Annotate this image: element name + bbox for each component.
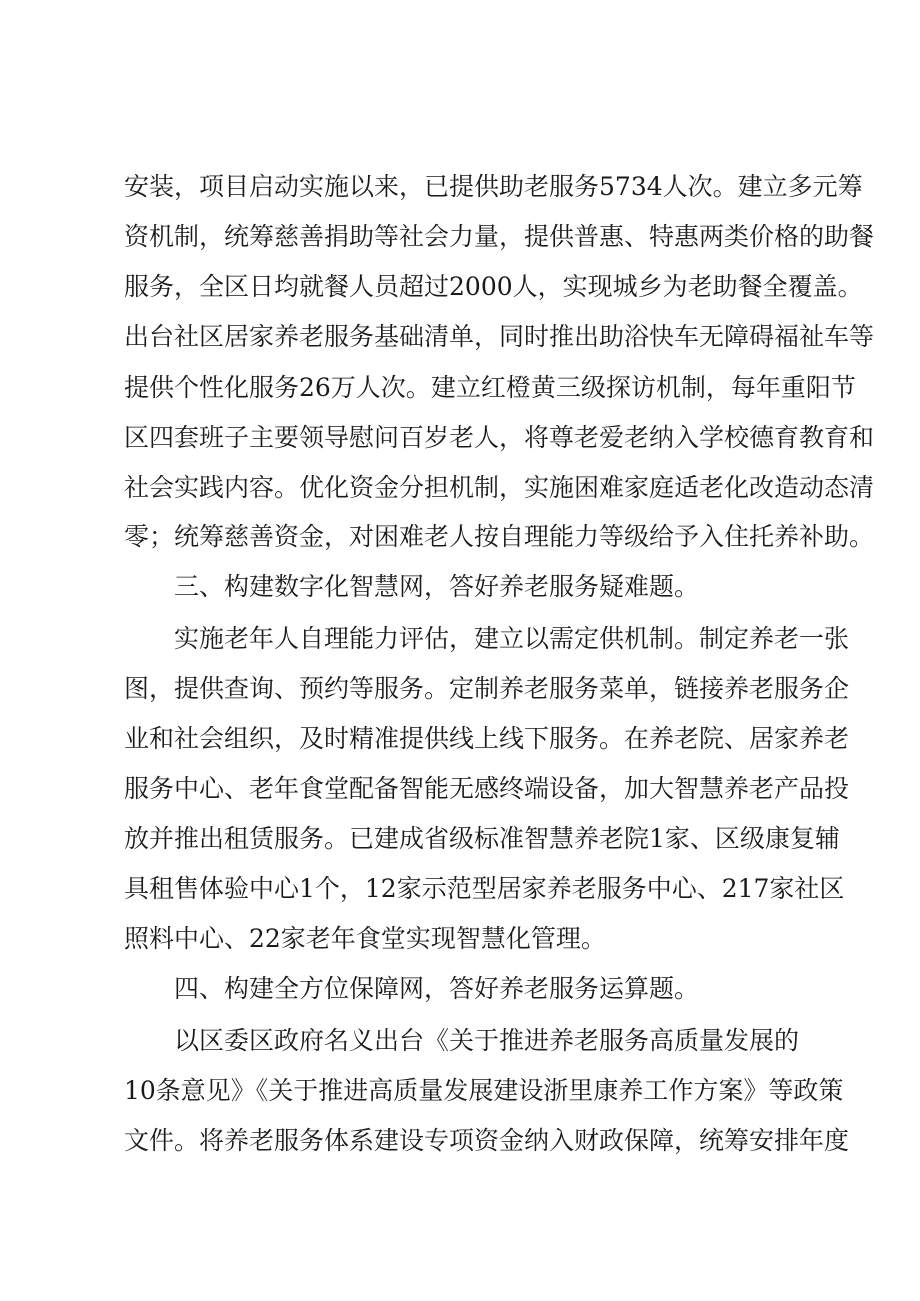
text-line: 实施老年人自理能力评估，建立以需定供机制。制定养老一张 bbox=[174, 624, 850, 653]
text-line: 业和社会组织，及时精准提供线上线下服务。在养老院、居家养老 bbox=[124, 724, 850, 753]
text-line: 服务中心、老年食堂配备智能无感终端设备，加大智慧养老产品投 bbox=[124, 774, 850, 803]
text-line: 放并推出租赁服务。已建成省级标准智慧养老院1家、区级康复辅 bbox=[124, 824, 840, 853]
text-line: 图，提供查询、预约等服务。定制养老服务菜单，链接养老服务企 bbox=[124, 674, 850, 703]
text-line: 资机制，统筹慈善捐助等社会力量，提供普惠、特惠两类价格的助餐 bbox=[124, 222, 875, 251]
text-line: 以区委区政府名义出台《关于推进养老服务高质量发展的 bbox=[174, 1026, 800, 1055]
text-line: 提供个性化服务26万人次。建立红橙黄三级探访机制，每年重阳节 bbox=[124, 373, 856, 402]
text-line: 出台社区居家养老服务基础清单，同时推出助浴快车无障碍福祉车等 bbox=[124, 322, 875, 351]
text-line: 文件。将养老服务体系建设专项资金纳入财政保障，统筹安排年度 bbox=[124, 1126, 850, 1155]
text-line: 照料中心、22家老年食堂实现智慧化管理。 bbox=[124, 924, 606, 953]
section-heading-3: 三、构建数字化智慧网，答好养老服务疑难题。 bbox=[174, 572, 700, 601]
text-line: 具租售体验中心1个，12家示范型居家养老服务中心、217家社区 bbox=[124, 874, 845, 903]
text-line: 社会实践内容。优化资金分担机制，实施困难家庭适老化改造动态清 bbox=[124, 473, 875, 502]
text-line: 安装，项目启动实施以来，已提供助老服务5734人次。建立多元筹 bbox=[124, 172, 863, 201]
text-line: 10条意见》《关于推进高质量发展建设浙里康养工作方案》等政策 bbox=[124, 1076, 844, 1105]
text-line: 零；统筹慈善资金，对困难老人按自理能力等级给予入住托养补助。 bbox=[124, 522, 875, 551]
text-line: 区四套班子主要领导慰问百岁老人，将尊老爱老纳入学校德育教育和 bbox=[124, 423, 875, 452]
text-line: 服务，全区日均就餐人员超过2000人，实现城乡为老助餐全覆盖。 bbox=[124, 272, 863, 301]
section-heading-4: 四、构建全方位保障网，答好养老服务运算题。 bbox=[174, 974, 700, 1003]
